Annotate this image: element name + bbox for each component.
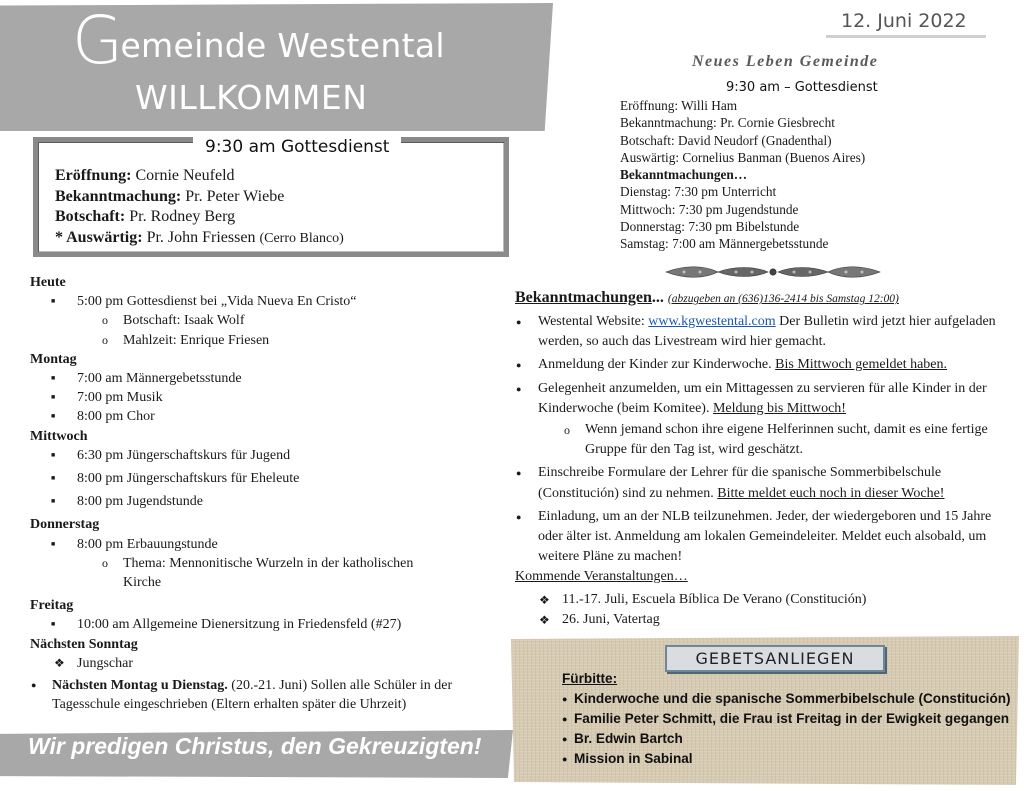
welcome-heading: WILLKOMMEN: [135, 78, 368, 117]
announcement-text: Einschreibe Formulare der Lehrer für die spanische Sommerbibelschule (Constitución) sind zu nehmen.: [538, 465, 942, 501]
announcements-title: Bekanntmachungen: [515, 289, 652, 306]
announcement-formulare: [515, 463, 1009, 503]
note-text: (20.-21. Juni) Sollen alle Schüler in der Tagesschule eingeschrieben (Eltern erhalten später die Uhrzeit): [52, 678, 453, 712]
announcement-mittagessen: [515, 379, 1009, 419]
schedule-item: ■ 5:00 pm Gottesdienst bei „Vida Nueva En Cristo“: [30, 292, 500, 311]
announcement-kinderwoche: [515, 355, 1009, 375]
upcoming-event: ❖ 26. Juni, Vatertag: [515, 610, 1009, 630]
announcements-deadline: (abzugeben an (636)136-2414 bis Samstag 12:00): [667, 293, 899, 305]
prayer-item: ● Br. Edwin Bartch: [562, 729, 1011, 749]
announcement-website: [515, 312, 1009, 352]
schedule-item: ■ 8:00 pm Jüngerschaftskurs für Eheleute: [30, 469, 500, 488]
service-role-line: [55, 187, 344, 208]
service-roles: [55, 166, 344, 249]
neues-leben-line: Mittwoch: 7:30 pm Jugendstunde: [620, 201, 799, 217]
service-box: [33, 137, 509, 257]
announcements-list: [515, 312, 1009, 630]
day-heading: Freitag: [30, 598, 74, 614]
schedule-item: ❖ Jungschar: [30, 654, 500, 673]
announcement-deadline: Bitte meldet euch noch in dieser Woche!: [717, 485, 945, 501]
church-name: [72, 2, 445, 79]
weekly-schedule: [30, 273, 500, 673]
prayer-requests-list: [562, 669, 1011, 769]
prayer-item: ● Mission in Sabinal: [562, 749, 1011, 769]
prayer-subtitle: Fürbitte:: [562, 671, 618, 686]
schedule-item: ■ 10:00 am Allgemeine Dienersitzung in Friedensfeld (#27): [30, 615, 500, 634]
neues-leben-line: Botschaft: David Neudorf (Gnadenthal): [620, 132, 832, 148]
schedule-item: ■ 6:30 pm Jüngerschaftskurs für Jugend: [30, 446, 500, 465]
prayer-requests-title: GEBETSANLIEGEN: [665, 645, 885, 672]
announcement-deadline: Meldung bis Mittwoch!: [712, 400, 846, 416]
church-name-initial: G: [72, 2, 124, 79]
prayer-item: ● Familie Peter Schmitt, die Frau ist Freitag in der Ewigkeit gegangen: [562, 709, 1011, 729]
neues-leben-announcements-label: [620, 166, 865, 183]
neues-leben-announcements-label-text: Bekanntmachungen…: [620, 167, 748, 183]
schedule-subitem: o Thema: Mennonitische Wurzeln in der katholischen: [30, 554, 500, 573]
note-bold: Nächsten Montag u Dienstag.: [52, 678, 228, 693]
schedule-subitem: o Mahlzeit: Enrique Friesen: [30, 331, 500, 350]
role-label: Eröffnung:: [55, 167, 132, 184]
neues-leben-title: Neues Leben Gemeinde: [692, 53, 879, 70]
announcement-text: Gelegenheit anzumelden, um ein Mittagessen zu servieren für alle Kinder in der Kinderwoche (beim Komitee).: [538, 380, 987, 416]
neues-leben-line: Auswärtig: Cornelius Banman (Buenos Aires): [620, 149, 866, 165]
announcement-subitem: o Wenn jemand schon ihre eigene Helferinnen sucht, damit es eine fertige Gruppe für den Tag ist, wird geschätzt.: [515, 420, 1009, 460]
church-name-rest: emeinde Westental: [120, 26, 445, 65]
date-underline: [826, 35, 986, 38]
prayer-item: ● Kinderwoche und die spanische Sommerbibelschule (Constitución): [562, 689, 1011, 709]
announcement-text: Anmeldung der Kinder zur Kinderwoche.: [538, 357, 776, 373]
role-label: Bekanntmachung:: [55, 187, 182, 205]
service-box-title: 9:30 am Gottesdienst: [193, 137, 401, 157]
neues-leben-service: 9:30 am – Gottesdienst: [726, 80, 878, 95]
role-value: Pr. Rodney Berg: [129, 208, 236, 225]
announcements-title-suffix: ...: [651, 289, 664, 306]
schedule-subitem: o Botschaft: Isaak Wolf: [30, 311, 500, 330]
ornament-divider-icon: [664, 263, 882, 281]
website-link[interactable]: www.kgwestental.com: [648, 314, 776, 329]
role-note: (Cerro Blanco): [259, 230, 344, 246]
neues-leben-line: Samstag: 7:00 am Männergebetsstunde: [620, 236, 829, 252]
neues-leben-line: Eröffnung: Willi Ham: [620, 98, 738, 113]
service-role-line: [55, 207, 344, 228]
day-heading: Mittwoch: [30, 428, 88, 444]
service-role-line: [55, 228, 344, 250]
announcements-heading: [515, 289, 899, 307]
neues-leben-line: Donnerstag: 7:30 pm Bibelstunde: [620, 219, 800, 235]
upcoming-event: ❖ 11.-17. Juli, Escuela Bíblica De Verano (Constitución): [515, 590, 1009, 610]
service-role-line: [55, 166, 344, 187]
schedule-subitem-continued: Kirche: [123, 575, 162, 591]
announcement-text: Westental Website:: [538, 314, 649, 329]
bulletin-date: 12. Juni 2022: [841, 10, 967, 32]
role-value: Pr. John Friessen: [146, 228, 256, 246]
school-registration-note: [30, 676, 492, 714]
role-value: Pr. Peter Wiebe: [185, 187, 285, 205]
neues-leben-line: Dienstag: 7:30 pm Unterricht: [620, 184, 777, 200]
schedule-item: ■ 8:00 pm Erbauungstunde: [30, 535, 500, 554]
neues-leben-line: Bekanntmachung: Pr. Cornie Giesbrecht: [620, 115, 835, 131]
announcement-deadline: Bis Mittwoch gemeldet haben.: [775, 357, 948, 373]
role-label: * Auswärtig:: [55, 228, 143, 246]
schedule-item: ■ 7:00 am Männergebetsstunde: [30, 369, 500, 388]
schedule-item: ■ 7:00 pm Musik: [30, 388, 500, 407]
day-heading: Nächsten Sonntag: [30, 636, 138, 652]
day-heading: Donnerstag: [30, 517, 100, 533]
slogan-text: Wir predigen Christus, den Gekreuzigten!: [28, 733, 482, 759]
announcement-text: Der Bulletin wird jetzt hier aufgeladen werden, so auch das Livestream wird hier gemacht.: [538, 314, 996, 350]
schedule-item: ■ 8:00 pm Chor: [30, 407, 500, 426]
day-heading: Heute: [30, 275, 66, 290]
schedule-item: ■ 8:00 pm Jugendstunde: [30, 492, 500, 511]
upcoming-events-heading: Kommende Veranstaltungen…: [515, 569, 688, 585]
role-label: Botschaft:: [55, 208, 126, 225]
role-value: Cornie Neufeld: [135, 167, 235, 184]
day-heading: Montag: [30, 351, 77, 367]
announcement-nlb: ● Einladung, um an der NLB teilzunehmen. Jeder, der wiedergeboren und 15 Jahre oder älter ist. Anmeldung am lokalen Gemeindeleiter. Meldet euch alsobald, um weitere Pläne zu machen!: [515, 507, 1009, 568]
neues-leben-details: [620, 97, 865, 253]
